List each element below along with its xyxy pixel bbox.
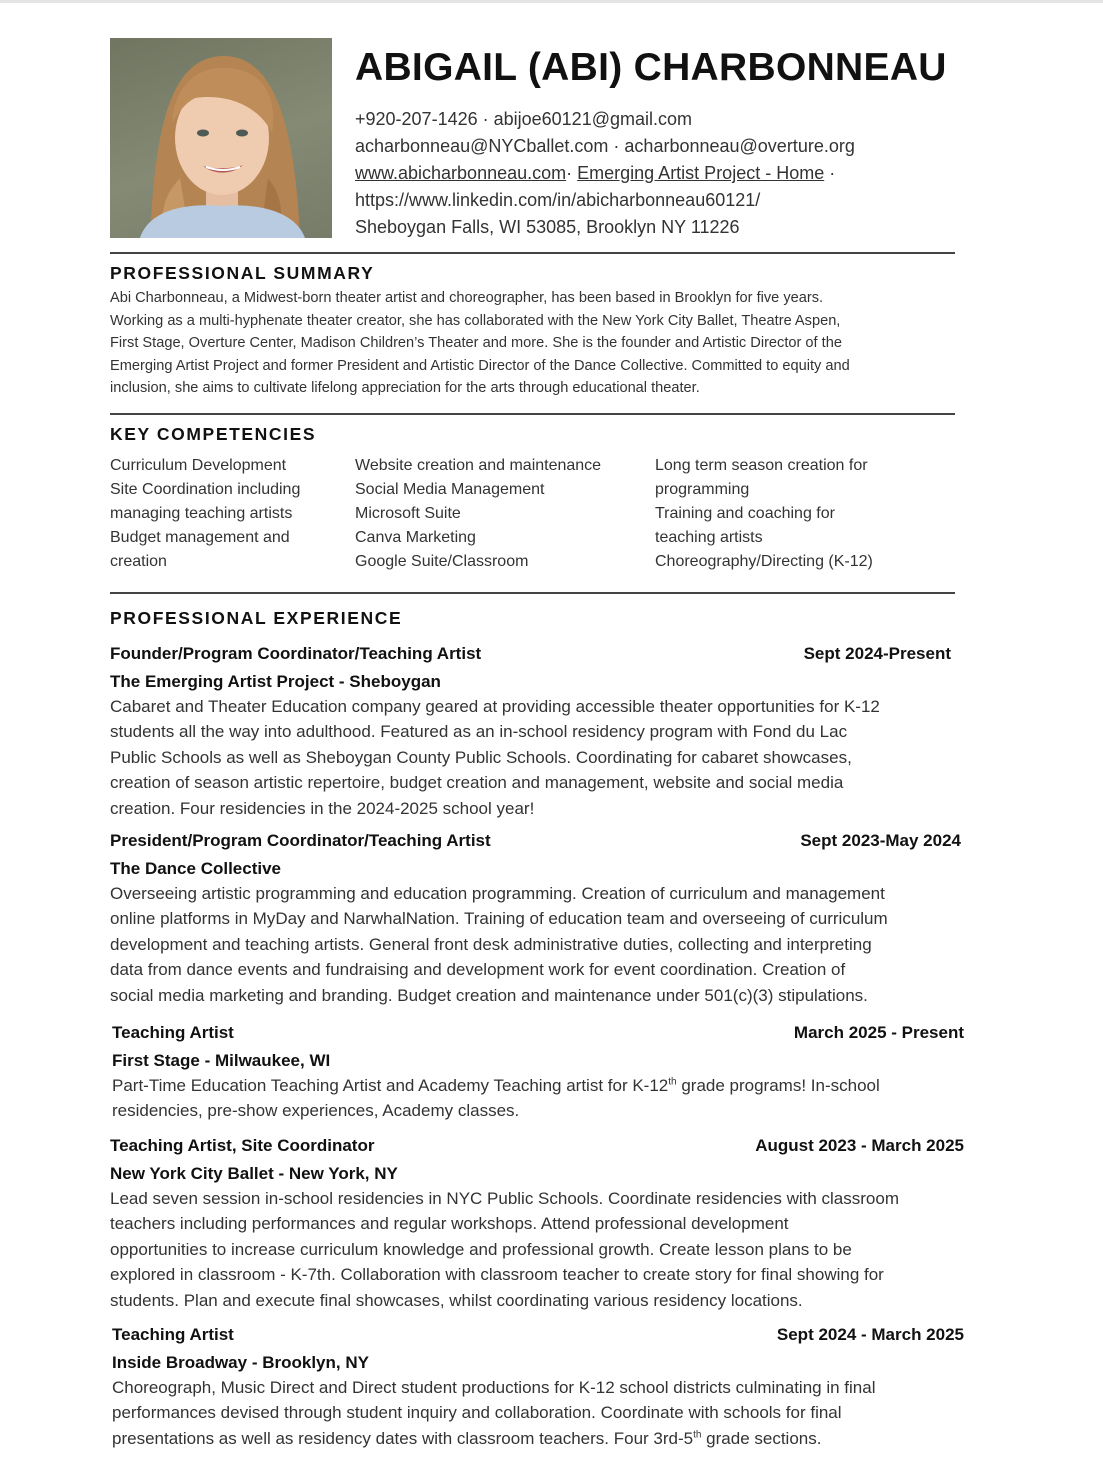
superscript: th bbox=[668, 1076, 677, 1088]
website-link[interactable]: www.abicharbonneau.com bbox=[355, 163, 567, 183]
job-title: Founder/Program Coordinator/Teaching Artist bbox=[110, 644, 482, 663]
description-text: grade sections. bbox=[701, 1428, 822, 1448]
description-line: students all the way into adulthood. Featured as an in-school residency program with Fond du Lac bbox=[110, 722, 848, 742]
email-overture[interactable]: acharbonneau@overture.org bbox=[624, 136, 855, 156]
separator: · bbox=[566, 163, 573, 183]
job-date: Sept 2024-Present bbox=[803, 644, 951, 663]
competency-item: Choreography/Directing (K-12) bbox=[655, 553, 873, 570]
job-description bbox=[110, 1186, 964, 1313]
description-line: Cabaret and Theater Education company geared at providing accessible theater opportunities for K-12 bbox=[110, 697, 880, 716]
description-text: presentations as well as residency dates with classroom teachers. Four 3rd-5 bbox=[112, 1428, 694, 1448]
profile-photo bbox=[110, 38, 332, 238]
description-text: Part-Time Education Teaching Artist and Academy Teaching artist for K-12 bbox=[112, 1076, 669, 1095]
competency-item: Google Suite/Classroom bbox=[355, 553, 529, 570]
divider bbox=[110, 592, 955, 594]
competency-item: managing teaching artists bbox=[110, 505, 293, 522]
description-line: online platforms in MyDay and NarwhalNation. Training of education team and overseeing of curriculum bbox=[110, 909, 888, 929]
competency-item: teaching artists bbox=[655, 529, 763, 546]
contact-line-2 bbox=[355, 133, 855, 160]
job-title: Teaching Artist, Site Coordinator bbox=[110, 1136, 375, 1155]
job-header bbox=[110, 831, 961, 856]
job-title: Teaching Artist bbox=[112, 1325, 234, 1344]
job-entry bbox=[112, 1325, 964, 1451]
candidate-name: ABIGAIL (ABI) CHARBONNEAU bbox=[355, 46, 947, 89]
experience-heading: PROFESSIONAL EXPERIENCE bbox=[110, 608, 403, 628]
competency-item: Website creation and maintenance bbox=[355, 457, 602, 474]
description-line: data from dance events and fundraising and development work for event coordination. Creation of bbox=[110, 960, 846, 980]
description-line: teachers including performances and regular workshops. Attend professional development bbox=[110, 1214, 789, 1234]
job-header bbox=[110, 1136, 964, 1161]
competency-item: Site Coordination including bbox=[110, 481, 301, 498]
phone[interactable]: +920-207-1426 bbox=[355, 109, 478, 129]
description-line: social media marketing and branding. Budget creation and maintenance under 501(c)(3) stipulations. bbox=[110, 985, 868, 1005]
competency-item: Curriculum Development bbox=[110, 457, 287, 474]
description-line: creation of season artistic repertoire, budget creation and management, website and social media bbox=[110, 773, 844, 793]
description-line: development and teaching artists. General front desk administrative duties, collecting and interpreting bbox=[110, 934, 872, 954]
separator: · bbox=[824, 163, 836, 183]
description-line: opportunities to increase curriculum knowledge and professional growth. Create lesson plans to be bbox=[110, 1239, 852, 1259]
linkedin-link[interactable]: https://www.linkedin.com/in/abicharbonneau60121/ bbox=[355, 190, 761, 210]
competencies-column-3 bbox=[655, 454, 873, 574]
summary-text bbox=[110, 287, 970, 400]
divider bbox=[110, 252, 955, 254]
contact-line-1 bbox=[355, 106, 855, 133]
job-entry bbox=[110, 1136, 964, 1313]
description-line: Public Schools as well as Sheboygan County Public Schools. Coordinating for cabaret showcases, bbox=[110, 747, 852, 767]
description-line bbox=[112, 1426, 964, 1451]
job-header bbox=[112, 1325, 964, 1350]
job-entry bbox=[112, 1023, 964, 1124]
job-description bbox=[110, 694, 951, 821]
email-nycballet[interactable]: acharbonneau@NYCballet.com bbox=[355, 136, 609, 156]
job-entry bbox=[110, 831, 961, 1008]
description-line: students. Plan and execute final showcases, whilst coordinating various residency locations. bbox=[110, 1290, 803, 1310]
competencies-column-2 bbox=[355, 454, 601, 574]
job-header bbox=[110, 644, 951, 669]
description-line: performances devised through student inquiry and collaboration. Coordinate with schools for final bbox=[112, 1403, 842, 1423]
competencies-column-1 bbox=[110, 454, 300, 574]
description-line: Overseeing artistic programming and education programming. Creation of curriculum and management bbox=[110, 884, 885, 903]
summary-heading: PROFESSIONAL SUMMARY bbox=[110, 263, 375, 283]
job-title: Teaching Artist bbox=[112, 1023, 234, 1042]
job-date: Sept 2023-May 2024 bbox=[800, 831, 961, 850]
contact-info bbox=[355, 106, 855, 241]
competency-item: programming bbox=[655, 481, 750, 498]
job-organization: The Dance Collective bbox=[110, 859, 282, 878]
job-header bbox=[112, 1023, 964, 1048]
job-date: Sept 2024 - March 2025 bbox=[776, 1325, 964, 1344]
divider bbox=[110, 413, 955, 415]
summary-line: Abi Charbonneau, a Midwest-born theater artist and choreographer, has been based in Brooklyn for five years. bbox=[110, 290, 824, 306]
job-date: March 2025 - Present bbox=[793, 1023, 964, 1042]
competency-item: Long term season creation for bbox=[655, 457, 868, 474]
competency-item: Microsoft Suite bbox=[355, 505, 461, 522]
superscript: th bbox=[693, 1429, 702, 1441]
job-organization: Inside Broadway - Brooklyn, NY bbox=[112, 1353, 369, 1372]
location: Sheboygan Falls, WI 53085, Brooklyn NY 11226 bbox=[355, 217, 740, 237]
portrait-illustration bbox=[110, 38, 332, 238]
email-personal[interactable]: abijoe60121@gmail.com bbox=[493, 109, 692, 129]
job-entry bbox=[110, 644, 951, 821]
description-line bbox=[112, 1073, 964, 1098]
contact-line-3 bbox=[355, 160, 855, 187]
description-line: Choreograph, Music Direct and Direct student productions for K-12 school districts culminating in final bbox=[112, 1378, 876, 1397]
summary-line: Emerging Artist Project and former President and Artistic Director of the Dance Collective. Committed to equity and bbox=[110, 357, 850, 374]
competency-item: Canva Marketing bbox=[355, 529, 476, 546]
description-line: residencies, pre-show experiences, Academy classes. bbox=[112, 1101, 520, 1121]
project-link[interactable]: Emerging Artist Project - Home bbox=[577, 163, 825, 183]
description-line: Lead seven session in-school residencies in NYC Public Schools. Coordinate residencies with classroom bbox=[110, 1189, 899, 1208]
top-border bbox=[0, 0, 1103, 3]
competency-item: creation bbox=[110, 553, 167, 570]
competencies-heading: KEY COMPETENCIES bbox=[110, 424, 317, 444]
description-line: creation. Four residencies in the 2024-2025 school year! bbox=[110, 798, 535, 818]
separator: · bbox=[477, 109, 494, 129]
competency-item: Budget management and bbox=[110, 529, 290, 546]
summary-line: inclusion, she aims to cultivate lifelong appreciation for the arts through educational theater. bbox=[110, 380, 700, 397]
separator: · bbox=[608, 136, 625, 156]
job-description bbox=[112, 1073, 964, 1124]
job-organization: New York City Ballet - New York, NY bbox=[110, 1164, 398, 1183]
job-description bbox=[110, 881, 961, 1008]
job-title: President/Program Coordinator/Teaching Artist bbox=[110, 831, 491, 850]
summary-line: First Stage, Overture Center, Madison Children’s Theater and more. She is the founder and Artistic Director of the bbox=[110, 335, 842, 352]
summary-line: Working as a multi-hyphenate theater creator, she has collaborated with the New York City Ballet, Theatre Aspen, bbox=[110, 312, 841, 329]
job-description bbox=[112, 1375, 964, 1451]
description-line: explored in classroom - K-7th. Collaboration with classroom teacher to create story for final showing for bbox=[110, 1265, 884, 1285]
job-organization: The Emerging Artist Project - Sheboygan bbox=[110, 672, 441, 691]
competency-item: Training and coaching for bbox=[655, 505, 835, 522]
job-organization: First Stage - Milwaukee, WI bbox=[112, 1051, 331, 1070]
description-text: grade programs! In-school bbox=[676, 1076, 880, 1095]
job-date: August 2023 - March 2025 bbox=[755, 1136, 964, 1155]
competency-item: Social Media Management bbox=[355, 481, 545, 498]
